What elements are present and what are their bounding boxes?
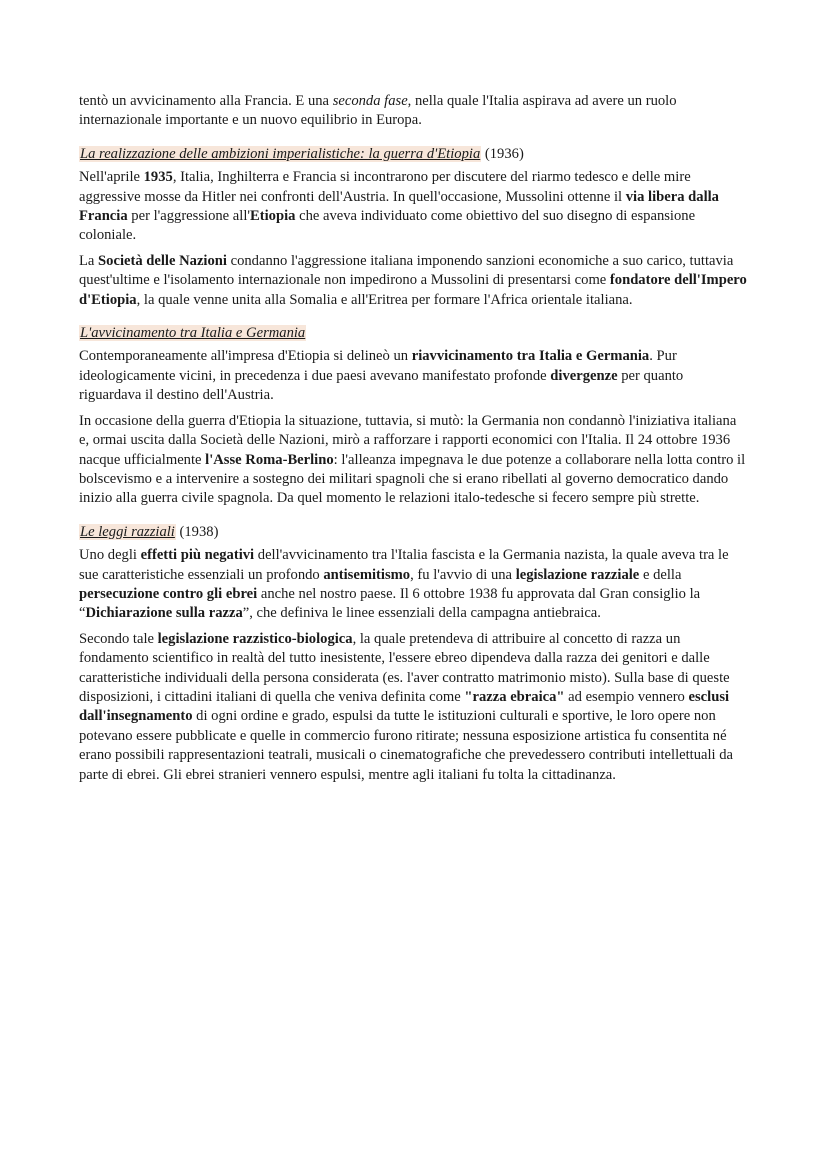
- section-title: L'avvicinamento tra Italia e Germania: [80, 325, 306, 342]
- section-year: (1938): [175, 523, 219, 540]
- paragraph: [79, 252, 749, 310]
- text: dell'avvicinamento tra l'Italia fascista e la Germania nazista, la quale aveva tra le sue caratteristiche essenziali un profondo: [79, 547, 729, 583]
- intro-text-end: , nella quale l'Italia aspirava ad avere un ruolo internazionale importante e un nuovo equilibrio in Europa.: [79, 93, 677, 129]
- text: , fu l'avvio di una: [410, 566, 516, 583]
- bold-text: legislazione razzistico-biologica: [157, 630, 353, 647]
- intro-text: tentò un avvicinamento alla Francia. E una: [79, 93, 333, 109]
- text: per quanto riguardava il destino dell'Austria.: [79, 367, 684, 404]
- section-heading-germania: [79, 324, 749, 343]
- text: , Italia, Inghilterra e Francia si incontrarono per discutere del riarmo tedesco e delle mire aggressive mosse da Hitler nei confronti dell'Austria. In quell'occasione, Mussolini ottenne il: [79, 169, 691, 205]
- text: e della: [639, 566, 682, 583]
- text: ”, che definiva le linee essenziali della campagna antiebraica.: [242, 605, 601, 622]
- bold-text: fondatore dell'Impero d'Etiopia: [79, 272, 747, 308]
- text: di ogni ordine e grado, espulsi da tutte le istituzioni culturali e sportive, le loro opere non potevano essere pubblicate e quelle in commercio furono ritirate; nessuna esposizione artistica fu consentita né erano possibili rappresentazioni teatrali, musicali o cinematografiche che prevedessero contributi intellettuali da parte di ebrei. Gli ebrei stranieri vennero espulsi, mentre agli italiani fu tolta la cittadinanza.: [79, 708, 734, 783]
- section-heading-etiopia: [79, 145, 749, 164]
- intro-paragraph: [79, 92, 749, 131]
- bold-text: riavvicinamento tra Italia e Germania: [411, 348, 650, 365]
- bold-text: Società delle Nazioni: [98, 252, 227, 269]
- text: , la quale venne unita alla Somalia e all'Eritrea per formare l'Africa orientale italiana.: [136, 291, 633, 308]
- bold-text: antisemitismo: [323, 566, 411, 583]
- text: In occasione della guerra d'Etiopia la situazione, tuttavia, si mutò: la Germania non condannò l'iniziativa italiana e, ormai uscita dalla Società delle Nazioni, mirò a rafforzare i rapporti economici con l'Italia. Il 24 ottobre 1936 nacque ufficialmente: [79, 412, 737, 468]
- text: Uno degli: [79, 547, 141, 564]
- paragraph: [79, 168, 749, 246]
- text: Secondo tale: [79, 630, 158, 647]
- bold-text: effetti più negativi: [140, 547, 255, 564]
- paragraph: [79, 347, 749, 405]
- section-heading-leggi: [79, 523, 749, 542]
- bold-text: Etiopia: [250, 208, 296, 225]
- text: che aveva individuato come obiettivo del suo disegno di espansione coloniale.: [79, 208, 696, 244]
- text: . Pur ideologicamente vicini, in precedenza i due paesi avevano manifestato profonde: [79, 348, 677, 384]
- bold-text: 1935: [143, 169, 173, 186]
- bold-text: esclusi dall'insegnamento: [79, 688, 730, 725]
- section-title: La realizzazione delle ambizioni imperialistiche: la guerra d'Etiopia: [80, 145, 481, 162]
- paragraph: [79, 546, 749, 624]
- section-year: (1936): [481, 145, 524, 162]
- text: La: [79, 252, 99, 269]
- intro-italic: seconda fase: [332, 93, 408, 109]
- bold-text: divergenze: [550, 367, 618, 384]
- text: Contemporaneamente all'impresa d'Etiopia si delineò un: [79, 348, 412, 365]
- text: , la quale pretendeva di attribuire al concetto di razza un fondamento scientifico in realtà del tutto inesistente, l'essere ebreo dipendeva dalla razza dei genitori e dalle caratteristiche individuali della persona considerata (es. l'aver contratto matrimonio misto). Sulla base di queste disposizioni, i cittadini italiani di quella che veniva definita come: [79, 630, 730, 705]
- text: : l'alleanza impegnava le due potenze a collaborare nella lotta contro il bolscevismo e a intervenire a sostegno dei militari spagnoli che si erano ribellati al governo democratico dando inizio alla guerra civile spagnola. Da quel momento le relazioni italo-tedesche si fecero sempre più strette.: [79, 451, 746, 507]
- text: anche nel nostro paese. Il 6 ottobre 1938 fu approvata dal Gran consiglio la “: [79, 585, 701, 622]
- bold-text: via libera dalla Francia: [79, 188, 719, 225]
- section-title: Le leggi razziali: [80, 523, 175, 540]
- bold-text: "razza ebraica": [464, 688, 565, 705]
- document-page: [79, 92, 749, 791]
- text: Nell'aprile: [79, 169, 144, 186]
- paragraph: [79, 412, 749, 509]
- text: per l'aggressione all': [127, 208, 251, 225]
- paragraph: [79, 630, 749, 785]
- bold-text: persecuzione contro gli ebrei: [79, 585, 258, 602]
- text: condanno l'aggressione italiana imponendo sanzioni economiche a suo carico, tuttavia quest'ultime e l'isolamento internazionale non impedirono a Mussolini di presentarsi come: [79, 252, 734, 289]
- bold-text: Dichiarazione sulla razza: [85, 605, 243, 622]
- bold-text: legislazione razziale: [515, 566, 640, 583]
- text: ad esempio vennero: [564, 688, 689, 705]
- bold-text: l'Asse Roma-Berlino: [205, 451, 334, 468]
